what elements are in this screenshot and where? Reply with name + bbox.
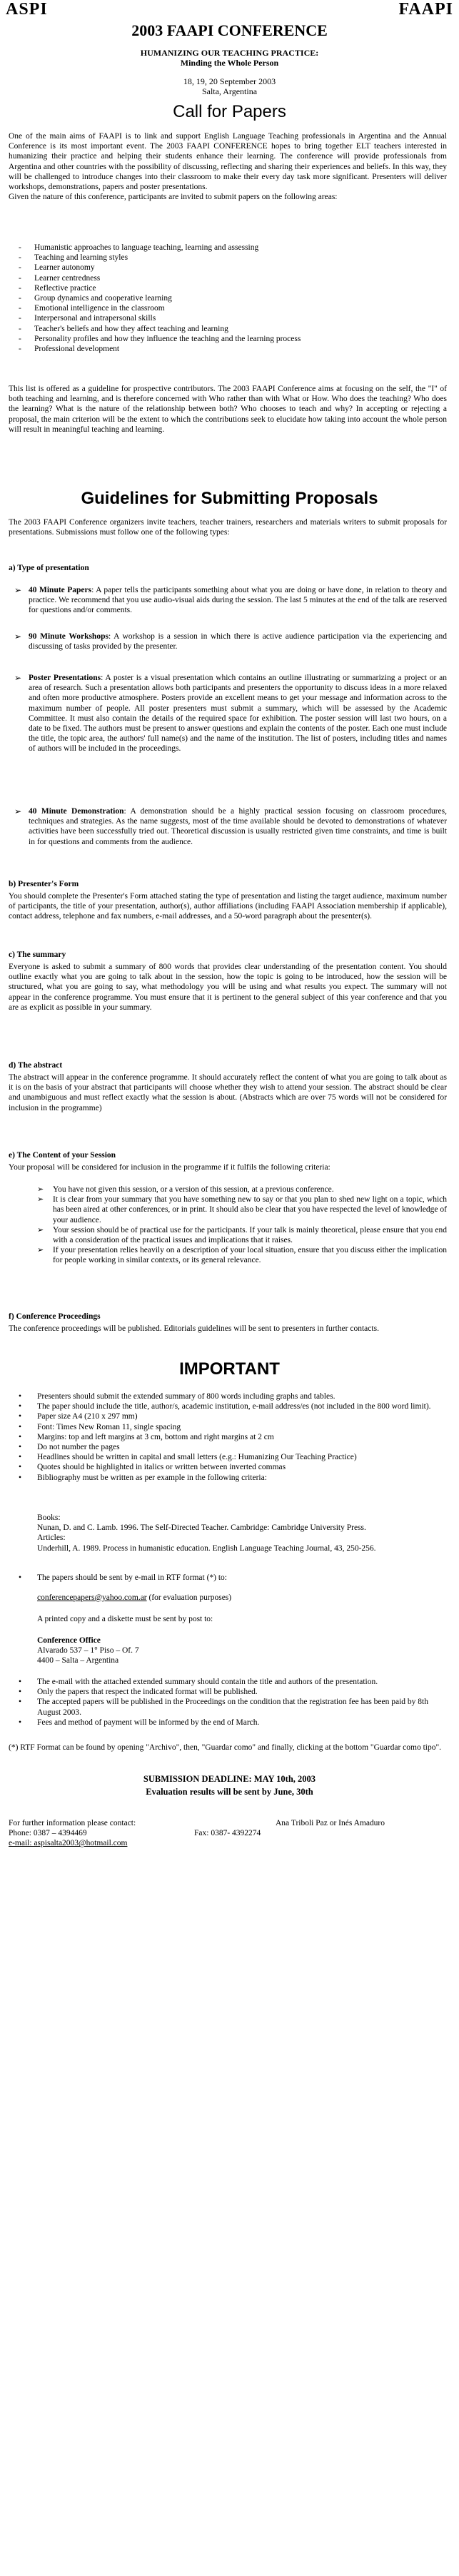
contact-fax: Fax: 0387- 4392274 <box>194 1829 261 1838</box>
header-right-faapi: FAAPI <box>398 0 453 19</box>
call-paragraph-2: Given the nature of this conference, participants are invited to submit papers on the following areas: <box>9 193 338 202</box>
list-item: ➢ Your session should be of practical use for the participants. If your talk is mainly theoretical, please ensure that you end with a consideration of the practical issues and implications that it raises. <box>37 1225 447 1245</box>
conference-subtitle-2: Minding the Whole Person <box>180 58 279 68</box>
list-item: • Do not number the pages <box>9 1442 447 1452</box>
arrow-bullet-icon: ➢ <box>14 806 22 816</box>
section-f-heading: f) Conference Proceedings <box>9 1312 101 1321</box>
call-intro-paragraph <box>9 131 447 202</box>
list-item: • The accepted papers will be published in the Proceedings on the condition that the registration fee has been paid by 8th August 2003. <box>9 1697 447 1717</box>
rtf-format-note: (*) RTF Format can be found by opening "Archivo", then, "Guardar como" and finally, clicking at the bottom "Guardar como tipo". <box>9 1743 442 1752</box>
important-list-2 <box>9 1677 447 1728</box>
session-criteria-list <box>37 1185 447 1266</box>
important-heading: IMPORTANT <box>179 1359 280 1379</box>
office-address-line-2: 4400 – Salta – Argentina <box>37 1656 119 1665</box>
article-reference: Underhill, A. 1989. Process in humanistic education. English Language Teaching Journal, 43, 250-256. <box>37 1543 376 1553</box>
section-d-heading: d) The abstract <box>9 1061 63 1070</box>
bibliography-examples <box>37 1513 437 1553</box>
contact-phone: Phone: 0387 – 4394469 <box>9 1829 87 1838</box>
type-40-minute-demonstration <box>14 806 448 847</box>
guidelines-heading: Guidelines for Submitting Proposals <box>81 489 378 508</box>
list-item: • Quotes should be highlighted in italics or written between inverted commas <box>9 1462 447 1472</box>
section-f-text: The conference proceedings will be published. Editorials guidelines will be sent to presenters in further contacts. <box>9 1324 379 1333</box>
list-item: • Bibliography must be written as per example in the following criteria: <box>9 1473 447 1483</box>
arrow-bullet-icon: ➢ <box>14 673 22 683</box>
call-paragraph-3: This list is offered as a guideline for prospective contributors. The 2003 FAAPI Conference aims at focusing on the self, the "I" of both teaching and learning, and is therefore concerned with Who rather than with What or How. Who does the teaching? Who does the learning? What is the nature of the relationship between both? Who chooses to teach and why? In accepting or rejecting a proposal, the main criterion will be the extent to which the contributions seek to elucidate how taking into account the whole person will result in meaningful teaching and learning. <box>9 385 447 434</box>
list-item: • Font: Times New Roman 11, single spacing <box>9 1422 447 1432</box>
email-note: (for evaluation purposes) <box>146 1593 232 1602</box>
list-item: • Fees and method of payment will be informed by the end of March. <box>9 1718 447 1728</box>
conference-dates: 18, 19, 20 September 2003 <box>183 76 276 86</box>
header-left-aspi: ASPI <box>6 0 48 19</box>
type-description: : A demonstration should be a highly practical session focusing on classroom procedures, techniques and strategies. As the name suggests, most of the time available should be devoted to demonstrations of whatever activities have been successfully tried out. Theoretical discussion is usually restricted given time constraints, and time is built in for questions and comments from the audience. <box>29 807 448 846</box>
contact-intro: For further information please contact: <box>9 1819 136 1827</box>
type-description: : A paper tells the participants something about what you are doing or have done, in relation to theory and practice. We recommend that you use audio-visual aids during the session. The last 5 minutes at the end of the talk are reserved for questions and/or comments. <box>29 586 447 615</box>
conference-place: Salta, Argentina <box>201 86 258 96</box>
submission-email-link[interactable]: conferencepapers@yahoo.com.ar <box>37 1593 147 1602</box>
section-b-text: You should complete the Presenter's Form attached stating the type of presentation and listing the target audience, maximum number of participants, the title of your presentation, author(s), author affiliations (including FAAPI Association membership if applicable), contact address, telephone and fax numbers, e-mail addresses, and a 50-word paragraph about the presenter(s). <box>9 892 447 921</box>
list-item: • Margins: top and left margins at 3 cm, bottom and right margins at 2 cm <box>9 1432 447 1442</box>
type-name: 40 Minute Papers <box>29 586 92 594</box>
list-item: - Humanistic approaches to language teaching, learning and assessing <box>9 243 437 253</box>
articles-label: Articles: <box>37 1533 66 1543</box>
books-label: Books: <box>37 1513 61 1522</box>
conference-subtitle: HUMANIZING OUR TEACHING PRACTICE: <box>140 48 319 58</box>
book-reference: Nunan, D. and C. Lamb. 1996. The Self-Directed Teacher. Cambridge: Cambridge University Press. <box>37 1523 366 1533</box>
contact-phone-fax <box>9 1828 447 1838</box>
section-e-heading: e) The Content of your Session <box>9 1151 116 1160</box>
list-item: - Professional development <box>9 344 437 354</box>
list-item: • Headlines should be written in capital and small letters (e.g.: Humanizing Our Teaching Practice) <box>9 1452 447 1462</box>
list-item: • Paper size A4 (210 x 297 mm) <box>9 1411 447 1421</box>
list-item: - Learner autonomy <box>9 263 437 273</box>
guidelines-intro: The 2003 FAAPI Conference organizers invite teachers, teacher trainers, researchers and materials writers to submit proposals for presentations. Submissions must follow one of the following types: <box>9 518 447 537</box>
call-paragraph-1: One of the main aims of FAAPI is to link and support English Language Teaching professionals in Argentina and the Annual Conference is its most important event. The 2003 FAAPI CONFERENCE hopes to bring together ELT teachers interested in humanizing their practice and helping their students enhance their learning. The conference will provide professionals from Argentina and other countries with the possibility of discussing, reflecting and sharing their experiences and beliefs. In this way, they will be challenged to introduce changes into their classroom to make their every day task more significant. Presenters will deliver workshops, demonstrations, papers and poster presentations. <box>9 132 447 192</box>
conference-title: 2003 FAAPI CONFERENCE <box>131 21 328 39</box>
email-instruction-list <box>9 1573 447 1583</box>
list-item: - Interpersonal and intrapersonal skills <box>9 313 437 323</box>
arrow-bullet-icon: ➢ <box>14 585 22 595</box>
section-d-text: The abstract will appear in the conference programme. It should accurately reflect the content of what you are going to talk about as it is on the basis of your abstract that participants will choose whether they wish to attend your session. The abstract should be clear and unambiguous and must reflect exactly what the session is about. (Abstracts which are over 75 words will not be considered for inclusion in the programme) <box>9 1073 447 1112</box>
printed-copy-line: A printed copy and a diskette must be sent by post to: <box>37 1615 213 1623</box>
list-item: ➢ You have not given this session, or a version of this session, at a previous conference. <box>37 1185 447 1195</box>
list-item: - Emotional intelligence in the classroom <box>9 303 437 313</box>
email-line <box>37 1593 437 1603</box>
type-name: 40 Minute Demonstration <box>29 807 124 816</box>
list-item: • The paper should include the title, author/s, academic institution, e-mail address/es (not included in the 800 word limit). <box>9 1401 447 1411</box>
section-a-heading: a) Type of presentation <box>9 564 89 572</box>
list-item: - Personality profiles and how they influence the teaching and the learning process <box>9 334 437 344</box>
call-for-papers-heading: Call for Papers <box>173 102 286 121</box>
list-item: - Reflective practice <box>9 283 437 293</box>
list-item: - Group dynamics and cooperative learning <box>9 293 437 303</box>
topic-areas-list <box>9 243 437 354</box>
arrow-bullet-icon: ➢ <box>14 632 22 642</box>
contact-names: Ana Triboli Paz or Inés Amaduro <box>276 1819 385 1827</box>
contact-block <box>9 1818 447 1849</box>
list-item: • Presenters should submit the extended summary of 800 words including graphs and tables. <box>9 1391 447 1401</box>
section-e-text: Your proposal will be considered for inclusion in the programme if it fulfils the following criteria: <box>9 1163 331 1172</box>
list-item: ➢ It is clear from your summary that you have something new to say or that you plan to shed new light on a topic, which has been aired at other conferences, or in print. It should also be clear that you have respected the level of knowledge of your audience. <box>37 1195 447 1225</box>
type-poster-presentations <box>14 673 447 754</box>
contact-line <box>9 1818 447 1828</box>
list-item: ➢ If your presentation relies heavily on a description of your local situation, ensure that you discuss either the implication for people working in similar contexts, or its general relevance. <box>37 1245 447 1265</box>
list-item: • The papers should be sent by e-mail in RTF format (*) to: <box>9 1573 447 1583</box>
section-c-text: Everyone is asked to submit a summary of 800 words that provides clear understanding of the presentation content. You should outline exactly what you are going to talk about in the session, how the topic is going to be introduced, how the session will be structured, what you are going to say, what methodology you will be using and what results you expect. The summary will not appear in the conference programme. You must ensure that it is pertinent to the general subject of this year conference and that you are as explicit as possible in your summary. <box>9 963 447 1012</box>
page-header <box>0 0 459 21</box>
list-item: - Learner centredness <box>9 273 437 283</box>
submission-deadline: SUBMISSION DEADLINE: MAY 10th, 2003 <box>143 1774 316 1784</box>
contact-email[interactable]: e-mail: aspisalta2003@hotmail.com <box>9 1839 128 1848</box>
important-list <box>9 1391 447 1483</box>
list-item: • The e-mail with the attached extended summary should contain the title and authors of the presentation. <box>9 1677 447 1687</box>
section-c-heading: c) The summary <box>9 950 66 959</box>
type-40-minute-papers <box>14 585 447 616</box>
conference-office-label: Conference Office <box>37 1636 101 1645</box>
list-item: - Teaching and learning styles <box>9 253 437 263</box>
type-name: Poster Presentations <box>29 674 101 682</box>
section-b-heading: b) Presenter's Form <box>9 880 79 888</box>
type-description: : A workshop is a session in which there is active audience participation via the experiencing and discussing of tasks provided by the presenter. <box>29 632 447 651</box>
type-name: 90 Minute Workshops <box>29 632 109 641</box>
type-description: : A poster is a visual presentation which contains an outline illustrating or summarizing a project or an area of research. Such a presentation allows both participants and presenters the opportunity to discuss ideas in a more relaxed and often more productive atmosphere. Posters provide an excellent means to get your message and information across to the maximum number of people. All poster presenters must submit a summary, which will be assessed by the Academic Committee. It must also contain the details of the required space for exhibition. The poster session will last two hours, on a date to be fixed. The authors must be present to answer questions and explain the contents of the poster. Each one must include the title, the topic area, the authors' full name(s) and the name of the institution. The list of posters, including titles and names of authors will be included in the proceedings. <box>29 674 447 754</box>
evaluation-results-date: Evaluation results will be sent by June, 30th <box>146 1787 313 1797</box>
list-item: • Only the papers that respect the indicated format will be published. <box>9 1687 447 1697</box>
type-90-minute-workshops <box>14 632 447 651</box>
office-address-line-1: Alvarado 537 – 1° Piso – Of. 7 <box>37 1646 139 1655</box>
list-item: - Teacher's beliefs and how they affect teaching and learning <box>9 324 437 334</box>
